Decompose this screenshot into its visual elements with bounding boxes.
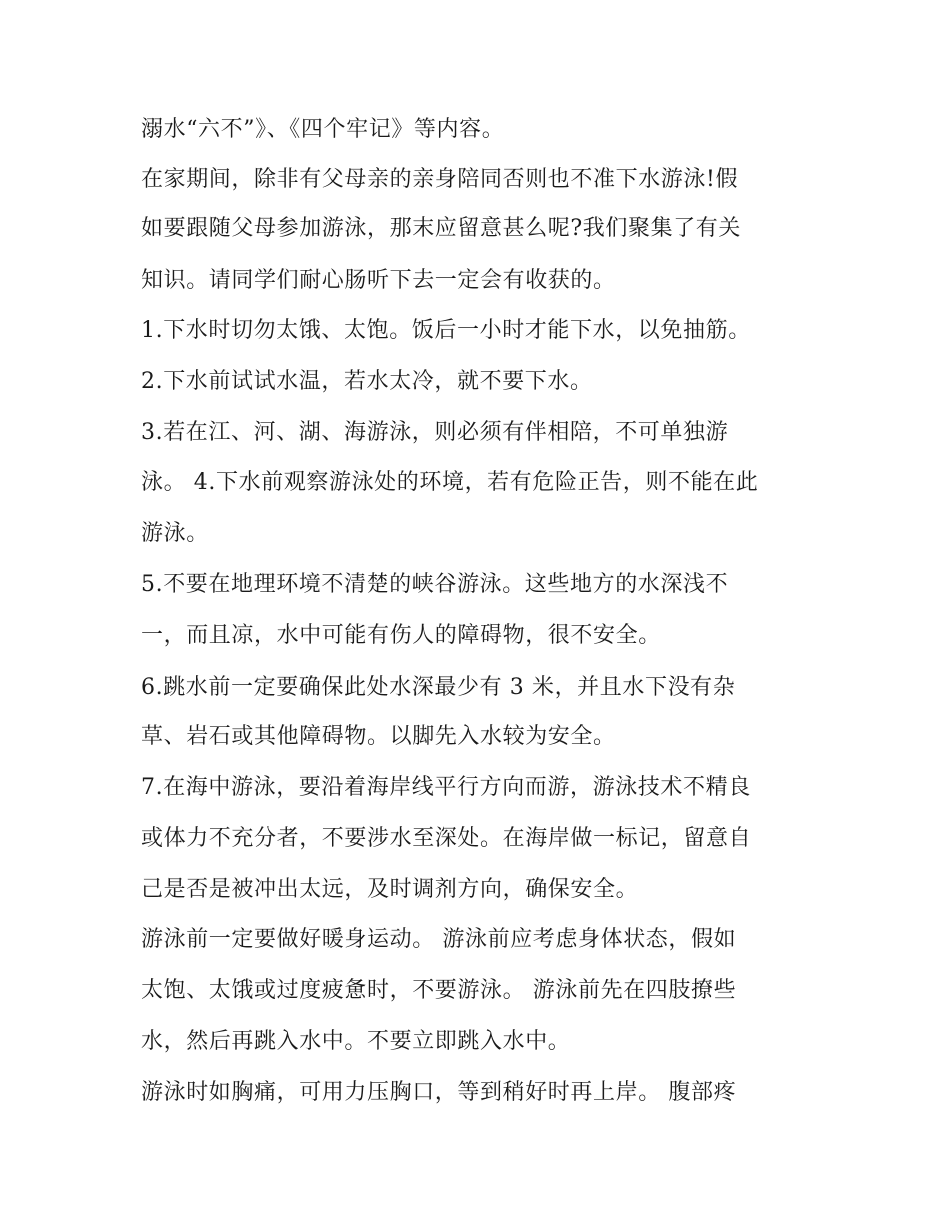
text-line: 游泳前一定要做好暖身运动。 游泳前应考虑身体状态，假如 [141, 927, 737, 952]
text-line: 游泳时如胸痛，可用力压胸口，等到稍好时再上岸。 腹部疼 [141, 1080, 737, 1105]
text-line: 3.若在江、河、湖、海游泳，则必须有伴相陪，不可单独游 [141, 420, 729, 445]
text-line: 知识。请同学们耐心肠听下去一定会有收获的。 [141, 268, 616, 293]
text-line: 7.在海中游泳，要沿着海岸线平行方向而游，游泳技术不精良 [141, 775, 751, 800]
text-line: 草、岩石或其他障碍物。以脚先入水较为安全。 [141, 724, 616, 749]
text-line: 如要跟随父母参加游泳，那末应留意甚么呢?我们聚集了有关 [141, 216, 741, 241]
text-line: 游泳。 [141, 521, 209, 546]
text-line: 6.跳水前一定要确保此处水深最少有 3 米，并且水下没有杂 [141, 675, 736, 700]
text-line: 5.不要在地理环境不清楚的峡谷游泳。这些地方的水深浅不 [141, 572, 729, 597]
text-line: 或体力不充分者，不要涉水至深处。在海岸做一标记，留意自 [141, 826, 752, 851]
text-line: 溺水“六不”》、《四个牢记》等内容。 [141, 117, 505, 142]
text-line: 2.下水前试试水温，若水太冷，就不要下水。 [141, 369, 593, 394]
text-line: 己是否是被冲出太远，及时调剂方向，确保安全。 [141, 877, 639, 902]
text-line: 一，而且凉，水中可能有伤人的障碍物，很不安全。 [141, 623, 661, 648]
text-line: 水，然后再跳入水中。不要立即跳入水中。 [141, 1029, 571, 1054]
text-line: 泳。 4.下水前观察游泳处的环境，若有危险正告，则不能在此 [141, 470, 759, 495]
text-line: 1.下水时切勿太饿、太饱。饭后一小时才能下水，以免抽筋。 [141, 318, 751, 343]
text-line: 在家期间，除非有父母亲的亲身陪同否则也不准下水游泳!假 [141, 167, 739, 192]
text-line: 太饱、太饿或过度疲惫时，不要游泳。 游泳前先在四肢撩些 [141, 978, 737, 1003]
